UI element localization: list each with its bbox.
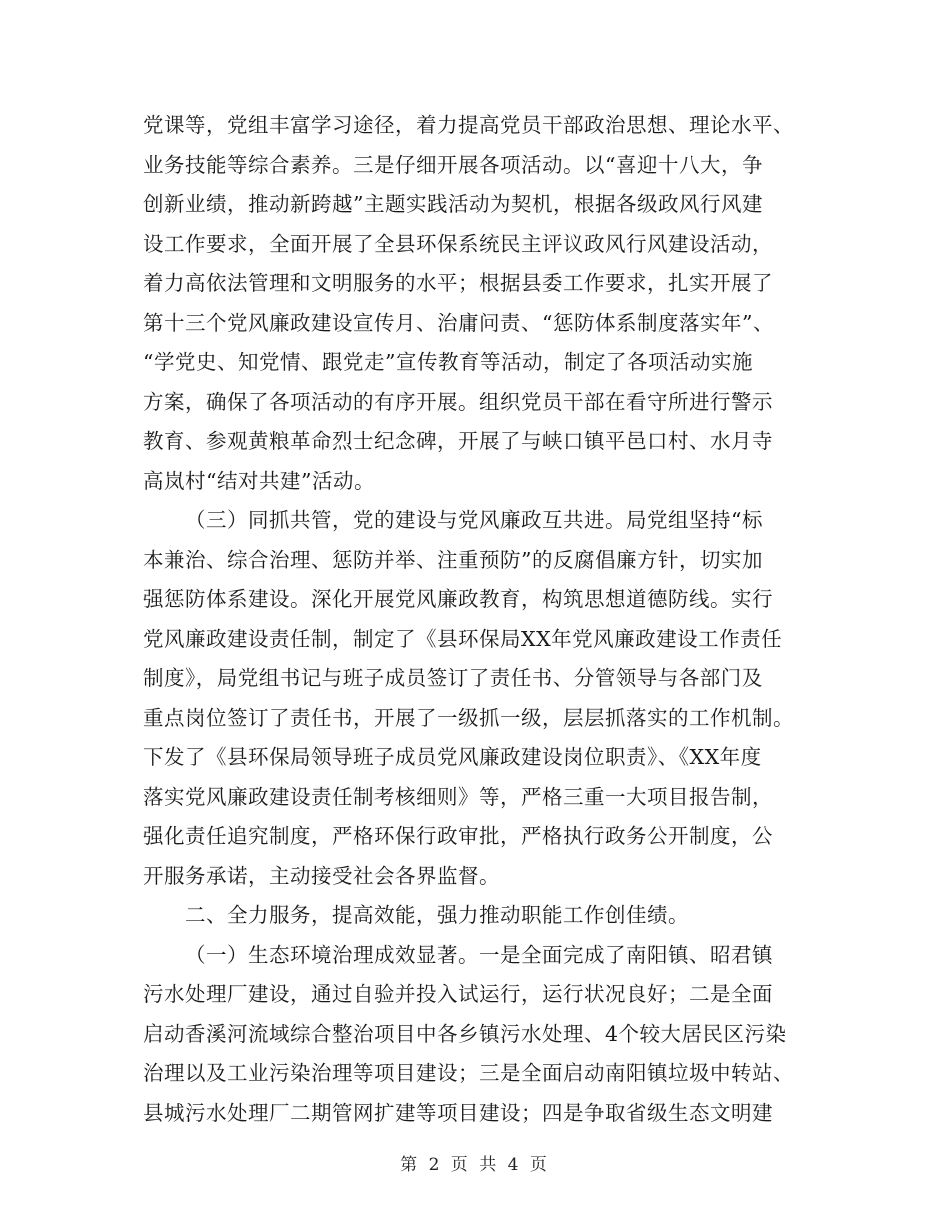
text-line: 第十三个党风廉政建设宣传月、治庸问责、“惩防体系制度落实年”、 — [143, 310, 774, 335]
text-line: 启动香溪河流域综合整治项目中各乡镇污水处理、4个较大居民区污染 — [143, 1021, 787, 1046]
text-line: 党风廉政建设责任制，制定了《县环保局XX年党风廉政建设工作责任 — [143, 626, 783, 651]
text-line: 下发了《县环保局领导班子成员党风廉政建设岗位职责》、《XX年度 — [143, 745, 762, 769]
text-line: “学党史、知党情、跟党走”宣传教育等活动，制定了各项活动实施 — [143, 350, 753, 374]
paragraph-heading-line: （一）生态环境治理成效显著。一是全面完成了南阳镇、昭君镇 — [185, 942, 773, 967]
text-line: 业务技能等综合素养。三是仔细开展各项活动。以“喜迎十八大，争 — [143, 152, 763, 177]
page-number-footer: 第 2 页 共 4 页 — [400, 1155, 550, 1175]
text-line: 本兼治、综合治理、惩防并举、注重预防”的反腐倡廉方针，切实加 — [143, 547, 763, 572]
text-line: 重点岗位签订了责任书，开展了一级抓一级，层层抓落实的工作机制。 — [143, 705, 794, 730]
text-line: 设工作要求，全面开展了全县环保系统民主评议政风行风建设活动， — [143, 231, 773, 256]
text-line: 党课等，党组丰富学习途径，着力提高党员干部政治思想、理论水平、 — [143, 113, 794, 137]
text-line: 创新业绩，推动新跨越”主题实践活动为契机，根据各级政风行风建 — [143, 192, 763, 216]
text-line: 开服务承诺，主动接受社会各界监督。 — [143, 863, 500, 888]
text-line: 落实党风廉政建设责任制考核细则》等，严格三重一大项目报告制， — [143, 784, 773, 809]
text-line: 强化责任追究制度，严格环保行政审批，严格执行政务公开制度，公 — [143, 824, 773, 848]
document-body — [143, 106, 808, 1133]
text-line: 着力高依法管理和文明服务的水平；根据县委工作要求，扎实开展了 — [143, 271, 773, 295]
text-line: 治理以及工业污染治理等项目建设；三是全面启动南阳镇垃圾中转站、 — [143, 1061, 794, 1085]
text-line: 教育、参观黄粮革命烈士纪念碑，开展了与峡口镇平邑口村、水月寺 — [143, 429, 773, 453]
text-line: 制度》，局党组书记与班子成员签订了责任书、分管领导与各部门及 — [143, 666, 763, 690]
text-line: 方案，确保了各项活动的有序开展。组织党员干部在看守所进行警示 — [143, 389, 773, 414]
text-line: 高岚村“结对共建”活动。 — [143, 468, 375, 493]
text-line: 县城污水处理厂二期管网扩建等项目建设；四是争取省级生态文明建 — [143, 1100, 773, 1125]
paragraph-heading-line: （三）同抓共管，党的建设与党风廉政互共进。局党组坚持“标 — [185, 508, 763, 532]
text-line: 污水处理厂建设，通过自验并投入试运行，运行状况良好；二是全面 — [143, 982, 773, 1006]
section-heading-line: 二、全力服务，提高效能，强力推动职能工作创佳绩。 — [185, 903, 689, 927]
text-line: 强惩防体系建设。深化开展党风廉政教育，构筑思想道德防线。实行 — [143, 587, 773, 611]
